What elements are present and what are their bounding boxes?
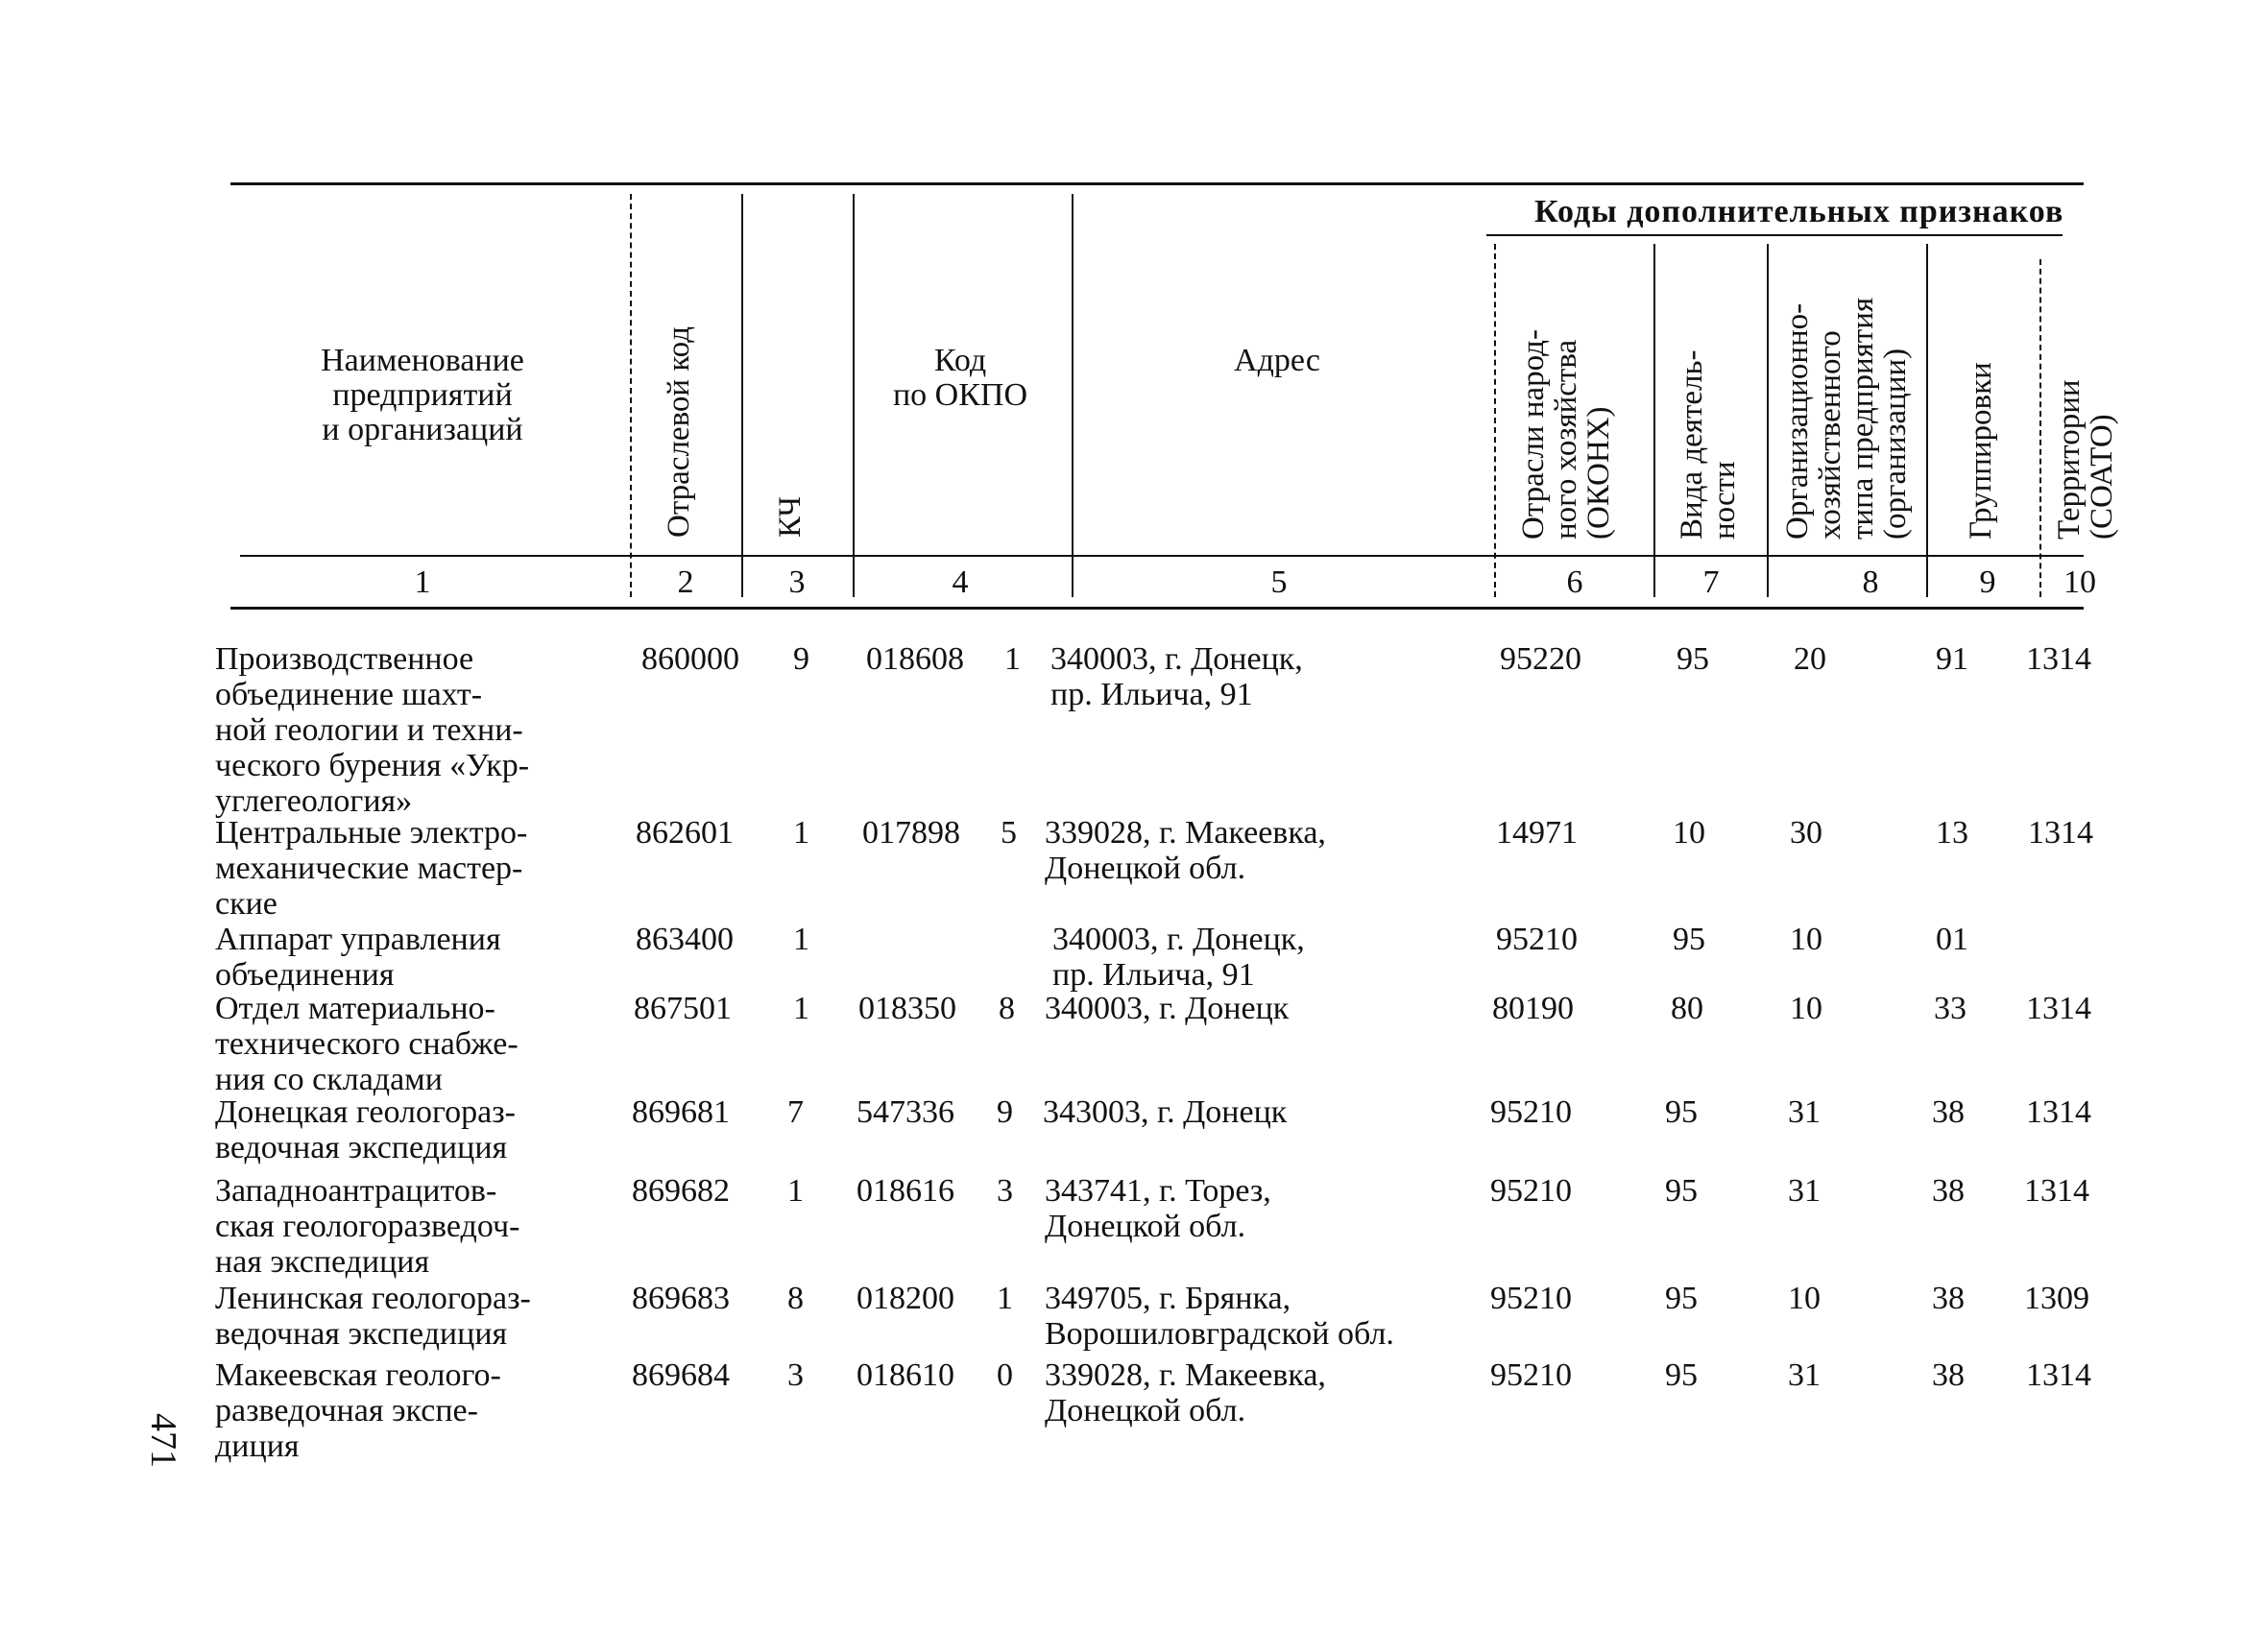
activity: 95 (1665, 1281, 1698, 1316)
okpo-check-digit: 5 (1001, 815, 1017, 851)
address: 340003, г. Донецк, пр. Ильича, 91 (1052, 922, 1305, 993)
header-activity: Вида деятель- ности (1675, 349, 1742, 540)
territory: 1314 (2028, 815, 2093, 851)
column-number: 7 (1702, 564, 1720, 600)
kch: 1 (787, 1173, 804, 1209)
branch-code: 869683 (632, 1281, 730, 1316)
address: 343003, г. Донецк (1043, 1094, 1288, 1130)
org-type: 10 (1788, 1281, 1821, 1316)
column-number: 9 (1979, 564, 1996, 600)
column-number: 10 (2063, 564, 2096, 600)
column-number: 6 (1566, 564, 1583, 600)
okonh: 95220 (1500, 641, 1581, 677)
org-name: Центральные электро- механические мастер- ские (215, 815, 528, 922)
branch-code: 869682 (632, 1173, 730, 1209)
okonh: 95210 (1496, 922, 1578, 957)
org-name: Производственное объединение шахт- ной геологии и техни- ческого бурения «Укр- углегеология» (215, 641, 530, 819)
org-name: Западноантрацитов- ская геологоразведоч- ная экспедиция (215, 1173, 520, 1280)
activity: 95 (1673, 922, 1705, 957)
okpo: 018350 (858, 991, 956, 1026)
address: 343741, г. Торез, Донецкой обл. (1045, 1173, 1271, 1244)
territory: 1314 (2026, 1357, 2091, 1393)
okpo: 018610 (857, 1357, 954, 1393)
okpo-check-digit: 1 (1004, 641, 1021, 677)
territory: 1309 (2024, 1281, 2089, 1316)
grouping: 38 (1932, 1357, 1965, 1393)
column-number: 4 (952, 564, 969, 600)
org-type: 30 (1790, 815, 1822, 851)
branch-code: 863400 (636, 922, 734, 957)
org-name: Отдел материально- технического снабже- ния со складами (215, 991, 519, 1097)
okonh: 80190 (1492, 991, 1574, 1026)
activity: 80 (1671, 991, 1703, 1026)
header-bottom-rule (240, 555, 2084, 557)
address: 349705, г. Брянка, Ворошиловградской обл. (1045, 1281, 1394, 1352)
okpo-check-digit: 8 (999, 991, 1015, 1026)
address: 340003, г. Донецк, пр. Ильича, 91 (1050, 641, 1303, 712)
column-number: 5 (1270, 564, 1288, 600)
col-separator-6 (1653, 244, 1655, 597)
territory: 1314 (2026, 991, 2091, 1026)
top-rule (230, 182, 2084, 185)
grouping: 38 (1932, 1173, 1965, 1209)
okpo-check-digit: 0 (997, 1357, 1013, 1393)
org-type: 31 (1788, 1173, 1821, 1209)
okonh: 95210 (1490, 1281, 1572, 1316)
org-name: Донецкая геологораз- ведочная экспедиция (215, 1094, 516, 1165)
header-branch-code: Отраслевой код (662, 325, 696, 538)
kch: 3 (787, 1357, 804, 1393)
col-separator-9 (2039, 259, 2041, 597)
okpo: 018616 (857, 1173, 954, 1209)
grouping: 91 (1936, 641, 1968, 677)
kch: 1 (793, 922, 809, 957)
grouping: 38 (1932, 1094, 1965, 1130)
org-type: 10 (1790, 922, 1822, 957)
page-number: 471 (143, 1413, 183, 1468)
kch: 8 (787, 1281, 804, 1316)
branch-code: 867501 (634, 991, 732, 1026)
column-number: 3 (788, 564, 806, 600)
okpo-check-digit: 3 (997, 1173, 1013, 1209)
grouping: 33 (1934, 991, 1966, 1026)
okpo: 018608 (866, 641, 964, 677)
kch: 1 (793, 991, 809, 1026)
okonh: 14971 (1496, 815, 1578, 851)
header-grouping: Группировки (1964, 362, 1998, 540)
activity: 10 (1673, 815, 1705, 851)
col-separator-7 (1767, 244, 1769, 597)
kch: 1 (793, 815, 809, 851)
column-number: 1 (414, 564, 431, 600)
activity: 95 (1665, 1357, 1698, 1393)
header-territory: Территории (СОАТО) (2052, 379, 2119, 540)
header-address: Адрес (1234, 343, 1320, 378)
col-separator-1 (630, 194, 632, 597)
branch-code: 862601 (636, 815, 734, 851)
okpo-check-digit: 9 (997, 1094, 1013, 1130)
header-org-type: Организационно- хозяйственного типа предприятия (организации) (1780, 297, 1913, 540)
col-separator-8 (1926, 244, 1928, 597)
okonh: 95210 (1490, 1357, 1572, 1393)
group-title-rule (1486, 234, 2063, 236)
org-type: 31 (1788, 1094, 1821, 1130)
kch: 7 (787, 1094, 804, 1130)
header-group-title: Коды дополнительных признаков (1534, 194, 2064, 229)
grouping: 13 (1936, 815, 1968, 851)
activity: 95 (1665, 1094, 1698, 1130)
header-okpo: Код по ОКПО (892, 343, 1028, 413)
address: 339028, г. Макеевка, Донецкой обл. (1045, 815, 1326, 886)
column-number: 8 (1862, 564, 1879, 600)
col-separator-5 (1494, 244, 1496, 597)
branch-code: 860000 (641, 641, 739, 677)
activity: 95 (1665, 1173, 1698, 1209)
org-name: Ленинская геологораз- ведочная экспедиция (215, 1281, 531, 1352)
okonh: 95210 (1490, 1094, 1572, 1130)
okpo-check-digit: 1 (997, 1281, 1013, 1316)
grouping: 01 (1936, 922, 1968, 957)
header-kch: КЧ (773, 495, 808, 538)
activity: 95 (1677, 641, 1709, 677)
col-separator-2 (741, 194, 743, 597)
address: 340003, г. Донецк (1045, 991, 1290, 1026)
okonh: 95210 (1490, 1173, 1572, 1209)
org-type: 31 (1788, 1357, 1821, 1393)
org-name: Аппарат управления объединения (215, 922, 501, 993)
header-name: Наименование предприятий и организаций (321, 343, 524, 447)
org-type: 10 (1790, 991, 1822, 1026)
okpo: 017898 (862, 815, 960, 851)
territory: 1314 (2026, 1094, 2091, 1130)
address: 339028, г. Макеевка, Донецкой обл. (1045, 1357, 1326, 1428)
okpo: 018200 (857, 1281, 954, 1316)
org-name: Макеевская геолого- разведочная экспе- диция (215, 1357, 501, 1464)
branch-code: 869684 (632, 1357, 730, 1393)
okpo: 547336 (857, 1094, 954, 1130)
header-okonh: Отрасли народ- ного хозяйства (ОКОНХ) (1516, 329, 1616, 540)
grouping: 38 (1932, 1281, 1965, 1316)
kch: 9 (793, 641, 809, 677)
column-number-rule (230, 607, 2084, 610)
territory: 1314 (2024, 1173, 2089, 1209)
column-number: 2 (677, 564, 694, 600)
branch-code: 869681 (632, 1094, 730, 1130)
org-type: 20 (1794, 641, 1826, 677)
territory: 1314 (2026, 641, 2091, 677)
